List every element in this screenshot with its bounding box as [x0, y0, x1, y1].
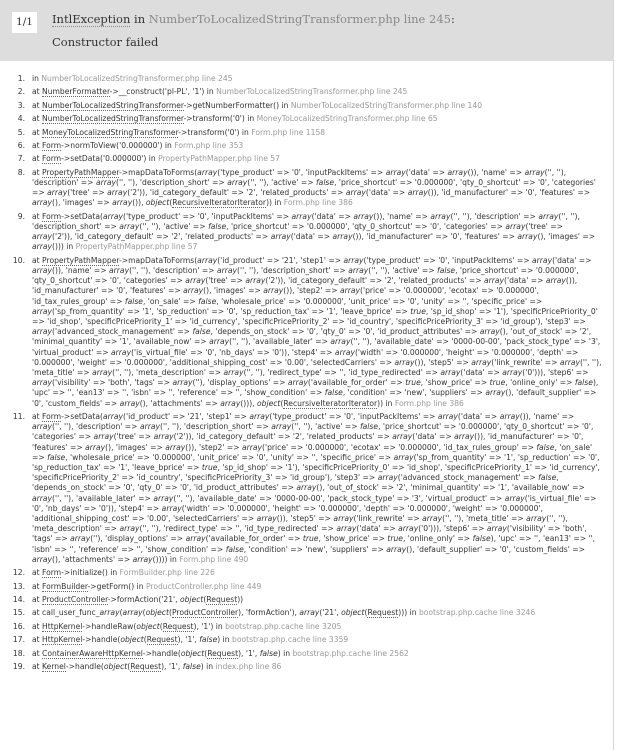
trace-number: 1. — [17, 74, 25, 83]
trace-item — [0, 662, 605, 675]
type-keyword: array — [398, 524, 419, 534]
type-keyword: array — [32, 265, 53, 275]
trace-number: 13. — [12, 581, 25, 591]
type-keyword: array — [505, 221, 526, 231]
type-keyword: array — [440, 367, 461, 377]
trace-call: ->transform('0') in — [183, 114, 257, 124]
type-keyword: array — [119, 221, 140, 231]
trace-call: ->handle(object(Request), '1', false) in — [142, 648, 293, 658]
trace-call: ->formAction('21', object(Request)) — [107, 594, 244, 604]
type-keyword: array — [112, 198, 133, 208]
type-keyword: object — [136, 621, 160, 631]
type-keyword: array — [485, 388, 506, 398]
trace-item — [0, 595, 605, 608]
title-colon: : — [450, 12, 455, 26]
type-keyword: array — [32, 378, 53, 388]
type-keyword: array — [330, 337, 351, 347]
trace-number: 15. — [12, 608, 25, 618]
trace-call: ->setData('0.000000') in — [61, 154, 159, 164]
trace-file-location: Form.php line 386 — [394, 398, 464, 408]
type-keyword: array — [447, 167, 468, 177]
trace-class-abbr[interactable]: NumberFormatter — [42, 87, 110, 97]
trace-prefix: at — [32, 594, 43, 604]
type-keyword: false — [324, 388, 343, 398]
type-keyword: false — [472, 534, 491, 544]
trace-call: ->__construct('pl-PL', '1') in — [109, 87, 217, 97]
trace-number: 19. — [12, 661, 25, 671]
trace-item — [0, 74, 605, 87]
trace-call: ->handle(object(Request), '1', false) in — [82, 635, 232, 645]
trace-number: 9. — [17, 211, 25, 221]
type-keyword: object — [145, 198, 170, 208]
trace-prefix: at — [32, 167, 43, 177]
trace-call: ->mapDataToForms(array('type_product' => '0', 'inputPackItems' => array('data' => array()), 'name' => array('', ''), 'description' => array('', ''), 'description_short' => array('', ''), 'active' => false, 'price_shortcut' => '0.000000', 'qty_0_shortcut' => '0', 'categories' => array('tree' => array('2')), 'id_category_default' => '2', 'related_products' => array('data' => array()), 'id_manufacturer' => '0', 'features' => array(), 'images' => array()), object(RecursiveIteratorIterator)) in — [32, 167, 596, 208]
type-keyword: array — [172, 378, 193, 388]
type-keyword: array — [559, 357, 580, 367]
trace-file-location: PropertyPathMapper.php line 57 — [75, 242, 198, 252]
type-keyword: array — [296, 483, 317, 493]
trace-call: ->initialize() in — [61, 568, 120, 578]
type-keyword: array — [333, 514, 354, 523]
type-keyword: array — [348, 265, 369, 275]
trace-prefix: at — [32, 568, 43, 578]
trace-file-location: ProductController.php line 449 — [145, 581, 262, 591]
exception-message: Constructor failed — [52, 35, 159, 49]
trace-file-location: Form.php line 386 — [283, 198, 353, 208]
type-keyword: array — [407, 188, 428, 198]
class-abbr[interactable]: RecursiveIteratorIterator — [172, 198, 267, 208]
trace-class-abbr[interactable]: Kernel — [42, 661, 66, 671]
stack-trace — [0, 74, 605, 675]
type-keyword: true — [405, 378, 421, 388]
type-keyword: array — [271, 422, 292, 432]
exception-counter: 1/1 — [12, 12, 37, 33]
trace-prefix: at — [32, 140, 43, 150]
trace-item — [0, 568, 605, 581]
type-keyword: array — [223, 367, 244, 377]
trace-class-abbr[interactable]: ProductController — [42, 594, 108, 604]
type-keyword: array — [111, 347, 132, 357]
trace-prefix: at — [32, 661, 43, 671]
type-keyword: array — [109, 265, 130, 275]
type-keyword: array — [122, 608, 143, 618]
type-keyword: array — [47, 188, 68, 198]
trace-prefix: in — [32, 74, 42, 83]
type-keyword: array — [256, 514, 277, 523]
trace-class-abbr[interactable]: Form — [42, 568, 62, 578]
type-keyword: false — [199, 635, 218, 645]
type-keyword: false — [359, 422, 379, 432]
trace-prefix: at — [32, 608, 43, 618]
trace-number: 6. — [17, 140, 25, 150]
type-keyword: array — [484, 276, 505, 286]
type-keyword: array — [209, 337, 230, 347]
type-keyword: array — [545, 276, 566, 286]
type-keyword: object — [103, 661, 128, 671]
type-keyword: false — [316, 177, 335, 187]
trace-prefix: at — [32, 127, 43, 137]
trace-item — [0, 412, 605, 568]
trace-class-abbr[interactable]: NumberToLocalizedStringTransformer — [42, 114, 184, 124]
exception-title — [52, 10, 603, 28]
trace-prefix: at — [32, 100, 43, 110]
trace-number: 3. — [17, 100, 25, 110]
type-keyword: array — [119, 524, 140, 534]
trace-prefix: at — [32, 621, 43, 631]
type-keyword: array — [165, 442, 186, 452]
trace-number: 16. — [12, 621, 25, 631]
type-keyword: array — [216, 265, 238, 275]
type-keyword: object — [120, 635, 144, 645]
type-keyword: true — [387, 534, 403, 544]
class-abbr[interactable]: Request — [130, 661, 162, 671]
trace-number: 4. — [17, 114, 25, 124]
trace-item — [0, 154, 605, 167]
type-keyword: array — [345, 188, 366, 198]
trace-prefix: at — [32, 648, 43, 658]
trace-class-abbr[interactable]: NumberToLocalizedStringTransformer — [42, 100, 184, 110]
trace-item — [0, 101, 605, 114]
type-keyword: array — [161, 503, 182, 513]
trace-call: ->mapDataToForms(array('id_product' => '21', 'step1' => array('type_product' => '0', 'inputPackItems' => array('data' => array()), 'name' => array('', ''), 'description' => array('', ''), 'description_short' => array('', ''), 'active' => false, 'price_shortcut' => '0.000000', 'qty_0_shortcut' => '0', 'categories' => array('tree' => array('2')), 'id_category_default' => '2', 'related_products' => array('data' => array()), 'id_manufacturer' => '0', 'features' => array(), 'images' => array()), 'step2' => array('price' => '0.000000', 'ecotax' => '0.000000', 'id_tax_rules_group' => false, 'on_sale' => false, 'wholesale_price' => '0.000000', 'unit_price' => '0', 'unity' => '', 'specific_price' => array('sp_from_quantity' => '1', 'sp_reduction' => '0', 'sp_reduction_tax' => '1', 'leave_bprice' => true, 'sp_id_shop' => '1'), 'specificPricePriority_0' => 'id_shop', 'specificPricePriority_1' => 'id_currency', 'specificPricePriority_2' => 'id_country', 'specificPricePriority_3' => 'id_group'), 'step3' => array('advanced_stock_management' => false, 'depends_on_stock' => '0', 'qty_0' => '0', 'id_product_attributes' => array(), 'out_of_stock' => '2', 'minimal_quantity' => '1', 'available_now' => array('', ''), 'available_later' => array('', ''), 'available_date' => '0000-00-00', 'pack_stock_type' => '3', 'virtual_product' => array('is_virtual_file' => '0', 'nb_days' => '0')), 'step4' => array('width' => '0.000000', 'height' => '0.000000', 'depth' => '0.000000', 'weight' => '0.000000', 'additional_shipping_cost' => '0.00', 'selectedCarriers' => array()), 'step5' => array('link_rewrite' => array('', ''), 'meta_title' => array('', ''), 'meta_description' => array('', ''), 'redirect_type' => '', 'id_type_redirected' => array('data' => array('0'))), 'step6' => array('visibility' => 'both', 'tags' => array(''), 'display_options' => array('available_for_order' => true, 'show_price' => true, 'online_only' => false), 'upc' => '', 'ean13' => '', 'isbn' => '', 'reference' => '', 'show_condition' => false, 'condition' => 'new', 'suppliers' => array(), 'default_supplier' => '0', 'custom_fields' => array(), 'attachments' => array())), object(RecursiveIteratorIterator)) in — [32, 255, 602, 408]
class-abbr[interactable]: Request — [207, 648, 239, 658]
type-keyword: false — [536, 442, 555, 452]
trace-file-location: NumberToLocalizedStringTransformer.php line 245 — [41, 74, 233, 83]
trace-number: 7. — [17, 154, 25, 164]
trace-file-location: MoneyToLocalizedStringTransformer.php line 65 — [256, 114, 438, 124]
trace-call: ->transform('0') in — [178, 127, 252, 137]
trace-class-abbr[interactable]: Form — [42, 411, 62, 421]
exception-header — [0, 0, 613, 61]
type-keyword: array — [526, 514, 547, 523]
type-keyword: array — [185, 276, 206, 286]
trace-item — [0, 256, 605, 412]
class-abbr[interactable]: Request — [367, 608, 399, 618]
type-keyword: array — [270, 232, 291, 242]
class-abbr[interactable]: RecursiveIteratorIterator — [283, 398, 378, 408]
trace-file-location: Form.php line 353 — [174, 140, 244, 150]
trace-number: 5. — [17, 127, 25, 137]
trace-number: 14. — [12, 594, 25, 604]
class-abbr[interactable]: Request — [146, 635, 178, 645]
type-keyword: false — [192, 327, 211, 337]
trace-file-location: bootstrap.php.cache line 3205 — [225, 621, 342, 631]
type-keyword: false — [259, 648, 278, 658]
trace-number: 12. — [12, 568, 25, 578]
trace-file-location: bootstrap.php.cache line 3246 — [418, 608, 536, 618]
type-keyword: false — [124, 296, 143, 306]
trace-class-abbr[interactable]: HttpKernel — [42, 621, 83, 631]
type-keyword: array — [524, 167, 545, 177]
trace-file-location: NumberToLocalizedStringTransformer.php line 140 — [290, 100, 483, 110]
type-keyword: array — [107, 188, 128, 198]
type-keyword: array — [32, 306, 53, 316]
type-keyword: false — [208, 221, 227, 231]
trace-number: 10. — [12, 255, 25, 265]
exception-class[interactable]: IntlException — [52, 12, 131, 26]
type-keyword: array — [263, 286, 284, 296]
type-keyword: array — [93, 432, 114, 442]
trace-number: 11. — [12, 411, 25, 421]
trace-prefix: at — [32, 87, 43, 97]
type-keyword: array — [249, 411, 270, 421]
type-keyword: array — [532, 255, 553, 265]
type-keyword: array — [32, 493, 53, 503]
trace-class-abbr[interactable]: HttpKernel — [42, 635, 83, 645]
type-keyword: array — [70, 534, 91, 544]
type-keyword: array — [422, 514, 443, 523]
type-keyword: array — [32, 242, 53, 252]
type-keyword: array — [502, 367, 523, 377]
trace-class-abbr[interactable]: ContainerAwareHttpKernel — [42, 648, 143, 658]
trace-class-abbr[interactable]: Form — [42, 211, 62, 221]
type-keyword: false — [182, 661, 201, 671]
trace-class-abbr[interactable]: PropertyPathMapper — [42, 167, 120, 177]
type-keyword: array — [220, 398, 241, 408]
type-keyword: object — [341, 608, 365, 618]
type-keyword: array — [227, 177, 248, 187]
type-keyword: array — [486, 524, 507, 534]
type-keyword: array — [32, 422, 53, 432]
trace-prefix: at — [32, 211, 43, 221]
type-keyword: object — [257, 398, 281, 408]
trace-call: ->getNumberFormatter() in — [183, 100, 291, 110]
type-keyword: array — [32, 554, 53, 564]
trace-item — [0, 622, 605, 635]
trace-file-location: bootstrap.php.cache line 2562 — [292, 648, 409, 658]
trace-file-location: Form.php line 1158 — [251, 127, 326, 137]
type-keyword: true — [302, 534, 319, 544]
type-keyword: array — [538, 211, 559, 221]
type-keyword: array — [471, 357, 492, 367]
trace-prefix: at — [32, 255, 43, 265]
type-keyword: array — [336, 524, 357, 534]
trace-number: 18. — [12, 648, 25, 658]
trace-file-location: bootstrap.php.cache line 3359 — [232, 635, 349, 645]
type-keyword: object — [145, 608, 169, 618]
class-abbr[interactable]: ProductController — [171, 608, 239, 618]
trace-call: ->setData(array('type_product' => '0', 'inputPackItems' => array('data' => array()), 'name' => array('', ''), 'description' => array('', ''), 'description_short' => array('', ''), 'active' => false, 'price_shortcut' => '0.000000', 'qty_0_shortcut' => '0', 'categories' => array('tree' => array('2')), 'id_category_default' => '2', 'related_products' => array('data' => array()), 'id_manufacturer' => '0', 'features' => array(), 'images' => array())) in — [32, 211, 596, 252]
trace-item — [0, 87, 605, 100]
type-keyword: false — [437, 265, 456, 275]
type-keyword: array — [394, 357, 415, 367]
trace-class-abbr[interactable]: Form — [42, 140, 62, 150]
trace-number: 17. — [12, 635, 25, 645]
type-keyword: array — [132, 554, 153, 564]
trace-file-location: NumberToLocalizedStringTransformer.php line 245 — [216, 87, 408, 97]
trace-file-location: FormBuilder.php line 226 — [119, 568, 215, 578]
trace-file-location: Form.php line 490 — [179, 554, 249, 564]
type-keyword: array — [392, 432, 413, 442]
trace-item — [0, 141, 605, 154]
type-keyword: object — [179, 594, 204, 604]
type-keyword: false — [574, 378, 593, 388]
trace-call: ->normToView('0.000000') in — [61, 140, 175, 150]
type-keyword: array — [393, 452, 414, 462]
type-keyword: true — [410, 306, 426, 316]
trace-call: ->getForm() in — [87, 581, 146, 591]
type-keyword: array — [245, 276, 266, 286]
type-keyword: array — [377, 473, 398, 483]
type-keyword: true — [489, 378, 506, 388]
type-keyword: array — [299, 608, 320, 618]
type-keyword: array — [139, 422, 160, 432]
trace-prefix: at — [32, 114, 43, 124]
type-keyword: array — [32, 232, 53, 242]
type-keyword: false — [198, 296, 217, 306]
type-keyword: array — [437, 411, 458, 421]
type-keyword: array — [183, 286, 204, 296]
trace-class-abbr[interactable]: FormBuilder — [42, 581, 88, 591]
trace-class-abbr[interactable]: Form — [42, 154, 62, 164]
type-keyword: array — [287, 378, 308, 388]
trace-item — [0, 635, 605, 648]
type-keyword: false — [47, 452, 66, 462]
type-keyword: array — [153, 432, 174, 442]
trace-item — [0, 212, 605, 256]
trace-prefix: at — [32, 411, 43, 421]
type-keyword: false — [538, 473, 557, 483]
type-keyword: array — [32, 327, 53, 337]
class-abbr[interactable]: Request — [206, 594, 238, 604]
in-word: in — [130, 12, 149, 26]
trace-prefix: at — [32, 154, 43, 164]
type-keyword: array — [430, 211, 451, 221]
trace-file-location: PropertyPathMapper.php line 57 — [158, 154, 280, 164]
exception-file: NumberToLocalizedStringTransformer.php line 245 — [148, 12, 451, 26]
trace-call: ->handleRaw(object(Request), '1') in — [82, 621, 226, 631]
trace-call: ->handle(object(Request), '1', false) in — [65, 661, 216, 671]
type-keyword: array — [291, 211, 312, 221]
type-keyword: array — [504, 493, 525, 503]
trace-class-abbr[interactable]: PropertyPathMapper — [42, 255, 120, 265]
class-abbr[interactable]: Request — [162, 621, 194, 631]
type-keyword: array — [334, 347, 355, 357]
type-keyword: array — [499, 411, 520, 421]
trace-class-abbr[interactable]: MoneyToLocalizedStringTransformer — [42, 127, 179, 137]
trace-number: 2. — [17, 87, 25, 97]
type-keyword: array — [385, 167, 406, 177]
type-keyword: array — [386, 544, 407, 554]
type-keyword: array — [95, 177, 116, 187]
type-keyword: array — [242, 442, 263, 452]
type-keyword: array — [92, 367, 113, 377]
type-keyword: true — [201, 462, 218, 472]
trace-prefix: at — [32, 635, 43, 645]
type-keyword: array — [119, 398, 140, 408]
type-keyword: array — [103, 211, 124, 221]
type-keyword: array — [185, 534, 206, 544]
trace-call: call_user_func_array(array(object(ProductController), 'formAction'), array('21', object(Request))) in — [42, 608, 419, 618]
trace-item — [0, 582, 605, 595]
type-keyword: array — [103, 411, 124, 421]
trace-call: ->setData(array('id_product' => '21', 'step1' => array('type_product' => '0', 'inputPackItems' => array('data' => array()), 'name' => array('', ''), 'description' => array('', ''), 'description_short' => array('', ''), 'active' => false, 'price_shortcut' => '0.000000', 'qty_0_shortcut' => '0', 'categories' => array('tree' => array('2')), 'id_category_default' => '2', 'related_products' => array('data' => array()), 'id_manufacturer' => '0', 'features' => array(), 'images' => array()), 'step2' => array('price' => '0.000000', 'ecotax' => '0.000000', 'id_tax_rules_group' => false, 'on_sale' => false, 'wholesale_price' => '0.000000', 'unit_price' => '0', 'unity' => '', 'specific_price' => array('sp_from_quantity' => '1', 'sp_reduction' => '0', 'sp_reduction_tax' => '1', 'leave_bprice' => true, 'sp_id_shop' => '1'), 'specificPricePriority_0' => 'id_shop', 'specificPricePriority_1' => 'id_currency', 'specificPricePriority_2' => 'id_country', 'specificPricePriority_3' => 'id_group'), 'step3' => array('advanced_stock_management' => false, 'depends_on_stock' => '0', 'qty_0' => '0', 'id_product_attributes' => array(), 'out_of_stock' => '2', 'minimal_quantity' => '1', 'available_now' => array('', ''), 'available_later' => array('', ''), 'available_date' => '0000-00-00', 'pack_stock_type' => '3', 'virtual_product' => array('is_virtual_file' => '0', 'nb_days' => '0')), 'step4' => array('width' => '0.000000', 'height' => '0.000000', 'depth' => '0.000000', 'weight' => '0.000000', 'additional_shipping_cost' => '0.00', 'selectedCarriers' => array()), 'step5' => array('link_rewrite' => array('', ''), 'meta_title' => array('', ''), 'meta_description' => array('', ''), 'redirect_type' => '', 'id_type_redirected' => array('data' => array('0'))), 'step6' => array('visibility' => 'both', 'tags' => array(''), 'display_options' => array('available_for_order' => true, 'show_price' => true, 'online_only' => false), 'upc' => '', 'ean13' => '', 'isbn' => '', 'reference' => '', 'show_condition' => false, 'condition' => 'new', 'suppliers' => array(), 'default_supplier' => '0', 'custom_fields' => array(), 'attachments' => array()))) in — [32, 411, 600, 564]
trace-item — [0, 649, 605, 662]
type-keyword: false — [225, 544, 244, 554]
type-keyword: array — [454, 432, 475, 442]
type-keyword: array — [153, 493, 174, 503]
type-keyword: array — [197, 255, 218, 265]
trace-item — [0, 114, 605, 127]
type-keyword: array — [353, 211, 374, 221]
type-keyword: array — [197, 167, 218, 177]
type-keyword: array — [517, 232, 538, 242]
trace-file-location: index.php line 86 — [215, 661, 282, 671]
type-keyword: array — [340, 286, 361, 296]
type-keyword: array — [332, 232, 353, 242]
type-keyword: array — [99, 608, 120, 618]
type-keyword: array — [32, 198, 53, 208]
trace-prefix: at — [32, 581, 43, 591]
type-keyword: array — [479, 327, 500, 337]
trace-item — [0, 608, 605, 621]
trace-item — [0, 128, 605, 141]
type-keyword: object — [180, 648, 205, 658]
trace-item — [0, 168, 605, 212]
type-keyword: array — [343, 255, 364, 265]
type-keyword: array — [85, 442, 106, 452]
trace-number: 8. — [17, 167, 25, 177]
